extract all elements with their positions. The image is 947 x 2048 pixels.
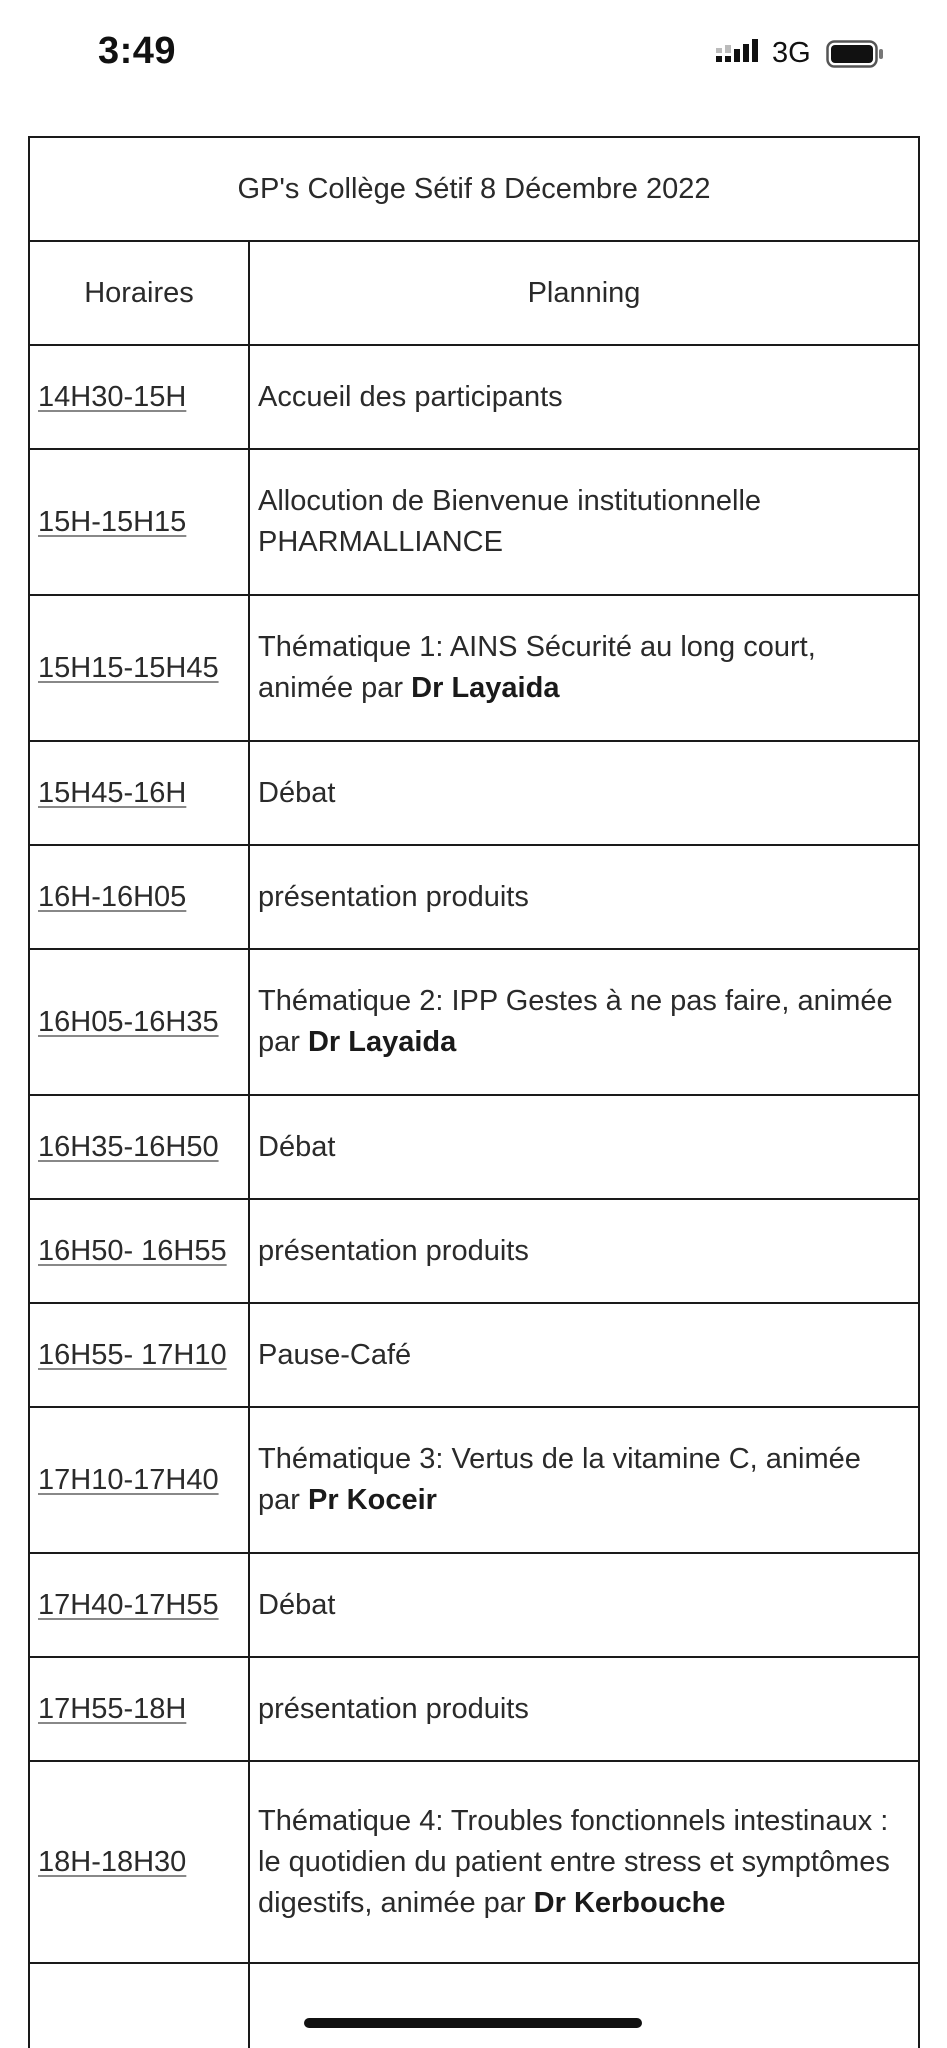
time-link[interactable]: 16H35-16H50 <box>29 1095 249 1199</box>
home-indicator[interactable] <box>304 2018 642 2028</box>
time-link[interactable]: 17H55-18H <box>29 1657 249 1761</box>
time-link[interactable]: 18H-18H30 <box>29 1761 249 1963</box>
planning-cell <box>249 741 919 845</box>
planning-cell <box>249 449 919 595</box>
table-row <box>29 949 919 1095</box>
planning-text: Thématique 3: Vertus de la vitamine C, animée par <box>258 1443 861 1516</box>
planning-cell <box>249 1095 919 1199</box>
planning-cell <box>249 1657 919 1761</box>
header-planning: Planning <box>249 241 919 345</box>
table-row <box>29 595 919 741</box>
table-row <box>29 1553 919 1657</box>
planning-cell <box>249 1199 919 1303</box>
speaker-name: Dr Kerbouche <box>533 1886 726 1919</box>
speaker-name: Pr Koceir <box>307 1484 437 1516</box>
planning-text: Débat <box>258 776 336 809</box>
planning-text: présentation produits <box>258 880 529 913</box>
table-header-row <box>29 241 919 345</box>
time-link[interactable]: 16H50- 16H55 <box>29 1199 249 1303</box>
table-row <box>29 1199 919 1303</box>
table-row-partial <box>29 1963 919 2048</box>
planning-cell <box>249 1553 919 1657</box>
time-link[interactable]: 15H45-16H <box>29 741 249 845</box>
time-link[interactable]: 16H05-16H35 <box>29 949 249 1095</box>
planning-cell <box>249 345 919 449</box>
table-row <box>29 741 919 845</box>
planning-text: Pause-Café <box>258 1338 412 1371</box>
network-type: 3G <box>772 37 811 69</box>
status-time: 3:49 <box>98 30 177 72</box>
planning-text: Thématique 1: AINS Sécurité au long court, animée par <box>258 631 816 704</box>
planning-cell-empty <box>249 1963 919 2048</box>
cellular-signal-icon <box>716 39 760 67</box>
planning-text: Allocution de Bienvenue institutionnelle PHARMALLIANCE <box>258 485 762 558</box>
planning-text: Débat <box>258 1130 336 1163</box>
planning-text: présentation produits <box>258 1692 529 1725</box>
table-row <box>29 1761 919 1963</box>
planning-cell <box>249 595 919 741</box>
planning-text: Thématique 4: Troubles fonctionnels intestinaux : le quotidien du patient entre stress et symptômes digestifs, animée par <box>258 1804 890 1919</box>
time-link[interactable]: 14H30-15H <box>29 345 249 449</box>
time-link[interactable]: 15H15-15H45 <box>29 595 249 741</box>
table-row <box>29 449 919 595</box>
status-bar <box>0 0 947 110</box>
planning-text: Thématique 2: IPP Gestes à ne pas faire, animée par <box>258 985 893 1058</box>
time-link[interactable]: 17H40-17H55 <box>29 1553 249 1657</box>
table-row <box>29 845 919 949</box>
table-title: GP's Collège Sétif 8 Décembre 2022 <box>29 137 919 241</box>
table-title-row <box>29 137 919 241</box>
time-link-empty <box>29 1963 249 2048</box>
planning-cell <box>249 1761 919 1963</box>
planning-cell <box>249 1407 919 1553</box>
table-row <box>29 345 919 449</box>
time-link[interactable]: 15H-15H15 <box>29 449 249 595</box>
battery-icon <box>826 40 884 68</box>
planning-cell <box>249 845 919 949</box>
schedule-table <box>28 136 920 2048</box>
table-row <box>29 1407 919 1553</box>
speaker-name: Dr Layaida <box>307 1026 457 1058</box>
planning-text: Accueil des participants <box>258 380 563 413</box>
planning-cell <box>249 1303 919 1407</box>
planning-cell <box>249 949 919 1095</box>
table-row <box>29 1657 919 1761</box>
header-horaires: Horaires <box>29 241 249 345</box>
time-link[interactable]: 16H-16H05 <box>29 845 249 949</box>
speaker-name: Dr Layaida <box>411 672 560 704</box>
planning-text: présentation produits <box>258 1234 529 1267</box>
table-row <box>29 1095 919 1199</box>
time-link[interactable]: 16H55- 17H10 <box>29 1303 249 1407</box>
planning-text: Débat <box>258 1588 336 1621</box>
time-link[interactable]: 17H10-17H40 <box>29 1407 249 1553</box>
table-row <box>29 1303 919 1407</box>
